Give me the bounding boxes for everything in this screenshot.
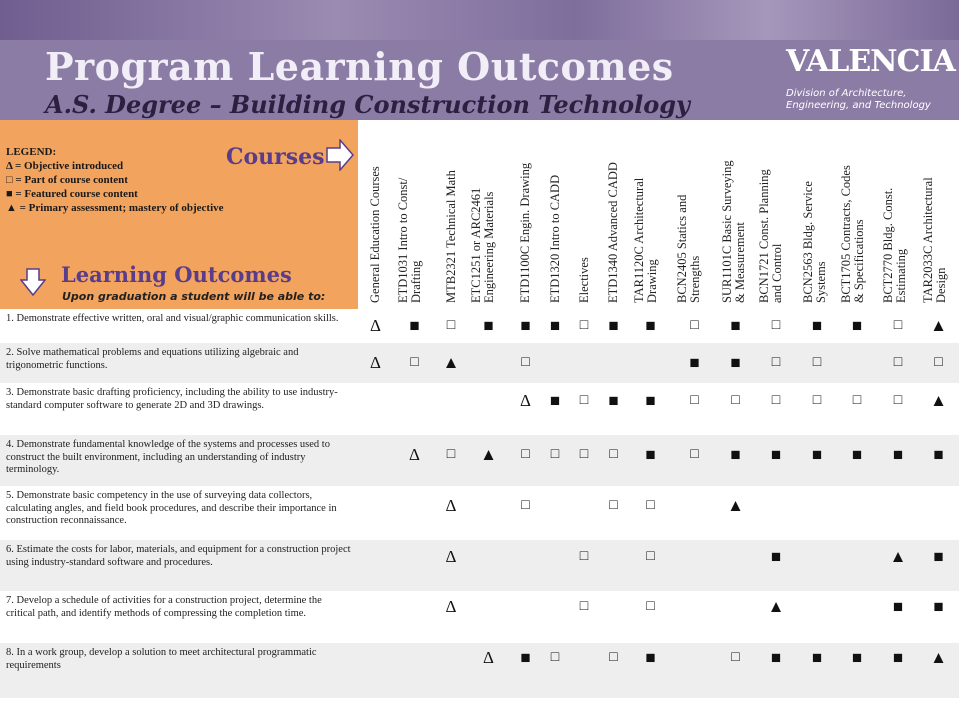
matrix-mark: □ [771, 318, 781, 333]
course-header [717, 120, 754, 309]
matrix-mark: ■ [520, 648, 531, 667]
course-name-line1: ETD1100C Engin. Drawing [518, 162, 532, 303]
matrix-mark: □ [521, 498, 530, 513]
matrix-mark: □ [646, 498, 655, 513]
matrix-mark: ■ [851, 316, 863, 335]
matrix-mark: Δ [445, 496, 457, 515]
outcome-text: 5. Demonstrate basic competency in the use of surveying data collectors, calculating angles, and field book procedures, and describe their importance in construction reconnaissance. [6, 490, 337, 526]
course-name-line1: BCN2563 Bldg. Service [801, 181, 815, 303]
matrix-mark: ■ [689, 353, 700, 372]
course-name-line1: ETD1320 Intro to CADD [547, 174, 562, 303]
matrix-mark: □ [934, 355, 943, 370]
course-header [358, 120, 393, 309]
matrix-mark: □ [609, 650, 618, 665]
learning-outcomes-subtitle: Upon graduation a student will be able to: [62, 290, 326, 303]
matrix-mark: □ [893, 355, 903, 370]
matrix-mark: ■ [730, 353, 741, 372]
course-header [540, 120, 570, 309]
course-header [918, 120, 959, 309]
arrow-down-icon [20, 268, 46, 296]
matrix-mark: ■ [645, 391, 656, 410]
matrix-mark: ■ [933, 445, 944, 464]
course-name-line2: Drafting [409, 260, 423, 303]
course-name-line2: Strengths [688, 255, 702, 303]
matrix-mark: ■ [645, 648, 656, 667]
course-header [836, 120, 878, 309]
legend-item-assessment: ▲ = Primary assessment; mastery of objective [6, 202, 224, 214]
matrix-mark: □ [690, 447, 699, 462]
matrix-mark: Δ [483, 648, 494, 667]
matrix-mark: □ [731, 650, 740, 665]
matrix-mark: ■ [730, 316, 741, 335]
matrix-mark: ■ [483, 316, 494, 335]
matrix-mark: ■ [811, 316, 823, 335]
matrix-mark: ■ [549, 391, 561, 410]
matrix-mark: Δ [409, 445, 420, 464]
outcome-row [0, 343, 959, 383]
matrix-mark: ■ [730, 445, 741, 464]
course-name-line1: General Education Courses [368, 166, 382, 303]
course-name-line1: ETD1340 Advanced CADD [606, 162, 620, 303]
matrix-mark: ■ [811, 648, 823, 667]
matrix-mark: Δ [445, 597, 457, 616]
course-header [672, 120, 717, 309]
matrix-mark: ■ [549, 316, 561, 335]
course-name-line2: and Control [770, 243, 784, 303]
courses-label: Courses [226, 144, 325, 170]
course-name-line1: Electives [576, 257, 591, 303]
course-name-line2: Engineering Materials [482, 191, 496, 303]
course-header [393, 120, 436, 309]
course-name-line2: Systems [814, 261, 828, 303]
matrix-mark: □ [646, 549, 655, 564]
matrix-mark: □ [579, 549, 589, 564]
course-name-line2: Drawing [645, 259, 659, 303]
course-name-line2: & Specifications [852, 219, 866, 303]
outcome-row [0, 383, 959, 435]
matrix-mark: □ [731, 393, 740, 408]
course-header [798, 120, 836, 309]
matrix-mark: ▲ [930, 316, 947, 335]
matrix-mark: □ [609, 447, 618, 462]
course-header [570, 120, 598, 309]
matrix-mark: □ [550, 650, 560, 665]
outcome-text: 7. Develop a schedule of activities for a construction project, determine the critical path, and identify methods of compressing the completion time. [6, 595, 322, 619]
matrix-mark: □ [646, 599, 655, 614]
outcome-row [0, 643, 959, 698]
matrix-mark: ■ [520, 316, 531, 335]
matrix-mark: □ [521, 447, 530, 462]
outcome-text: 2. Solve mathematical problems and equations utilizing algebraic and trigonometric functions. [6, 347, 299, 371]
course-name-line1: TAR2033C Architectural [921, 177, 935, 303]
matrix-mark: □ [812, 393, 822, 408]
outcome-row [0, 591, 959, 643]
course-header [466, 120, 511, 309]
course-header [878, 120, 918, 309]
outcome-text: 8. In a work group, develop a solution to meet architectural programmatic requirements [6, 647, 317, 671]
course-header [629, 120, 672, 309]
matrix-mark: ■ [770, 648, 782, 667]
course-header [754, 120, 798, 309]
page-title: Program Learning Outcomes [45, 44, 674, 89]
course-name-line1: SUR1101C Basic Surveying [720, 160, 734, 303]
matrix-mark: ▲ [930, 391, 947, 410]
course-name-line1: BCT2770 Bldg. Const. [881, 187, 895, 303]
division-line-1: Division of Architecture, [786, 88, 907, 99]
matrix-mark: Δ [370, 316, 381, 335]
outcome-text: 6. Estimate the costs for labor, materials, and equipment for a construction project using industry-standard software and procedures. [6, 544, 351, 568]
matrix-mark: □ [579, 318, 589, 333]
matrix-mark: Δ [370, 353, 381, 372]
matrix-mark: ▲ [889, 547, 907, 566]
matrix-mark: □ [609, 498, 618, 513]
course-header [511, 120, 540, 309]
outcome-text: 3. Demonstrate basic drafting proficiency, including the ability to use industry-standard computer software to generate 2D and 3D drawings. [6, 387, 338, 411]
matrix-mark: ■ [770, 547, 782, 566]
matrix-mark: ■ [645, 316, 656, 335]
course-name-line1: BCN2405 Statics and [675, 194, 689, 303]
matrix-mark: □ [579, 599, 589, 614]
outcome-text: 4. Demonstrate fundamental knowledge of the systems and processes used to construct the built environment, including an understanding of industry terminology. [6, 439, 330, 475]
matrix-mark: ■ [409, 316, 420, 335]
matrix-mark: □ [521, 355, 530, 370]
matrix-mark: ■ [933, 547, 944, 566]
matrix-mark: ■ [770, 445, 782, 464]
matrix-mark: ▲ [767, 597, 785, 616]
matrix-mark: ■ [608, 391, 619, 410]
matrix-mark: □ [893, 318, 903, 333]
matrix-mark: □ [550, 447, 560, 462]
matrix-mark: □ [446, 447, 456, 462]
learning-outcomes-label: Learning Outcomes [61, 262, 292, 287]
outcome-text: 1. Demonstrate effective written, oral and visual/graphic communication skills. [6, 313, 339, 324]
matrix-mark: ■ [851, 648, 863, 667]
matrix-mark: □ [771, 355, 781, 370]
matrix-mark: ▲ [727, 496, 744, 515]
outcome-row [0, 435, 959, 486]
valencia-logo: VALENCIA [786, 44, 955, 79]
banner-stripes [0, 0, 959, 40]
course-name-line1: BCN1721 Const. Planning [757, 169, 771, 303]
matrix-mark: □ [690, 393, 699, 408]
matrix-mark: ■ [892, 597, 904, 616]
matrix-mark: ▲ [930, 648, 947, 667]
matrix-mark: □ [446, 318, 456, 333]
legend-heading: LEGEND: [6, 146, 57, 158]
matrix-mark: □ [771, 393, 781, 408]
matrix-mark: □ [579, 447, 589, 462]
matrix-mark: ■ [645, 445, 656, 464]
matrix-mark: ■ [933, 597, 944, 616]
legend-item-part: □ = Part of course content [6, 174, 128, 186]
legend-item-featured: ■ = Featured course content [6, 188, 138, 200]
matrix-mark: ■ [892, 648, 904, 667]
course-name-line1: ETC1251 or ARC2461 [469, 187, 483, 303]
matrix-mark: □ [893, 393, 903, 408]
matrix-mark: □ [690, 318, 699, 333]
matrix-mark: ■ [608, 316, 619, 335]
matrix-mark: ▲ [442, 353, 460, 372]
course-name-line1: BCT1705 Contracts, Codes [839, 165, 853, 303]
matrix-mark: □ [812, 355, 822, 370]
course-name-line2: & Measurement [733, 222, 747, 303]
course-header [436, 120, 466, 309]
matrix-mark: □ [852, 393, 862, 408]
matrix-mark: ▲ [480, 445, 497, 464]
page-subtitle: A.S. Degree – Building Construction Technology [45, 90, 690, 119]
matrix-mark: Δ [445, 547, 457, 566]
outcome-row [0, 486, 959, 540]
matrix-mark: □ [579, 393, 589, 408]
course-name-line1: MTB2321 Technical Math [443, 170, 458, 303]
course-name-line1: ETD1031 Intro to Const/ [396, 177, 410, 303]
division-text [786, 88, 956, 112]
outcome-row [0, 309, 959, 343]
legend [6, 145, 224, 215]
matrix-mark: ■ [811, 445, 823, 464]
matrix-mark: □ [410, 355, 419, 370]
arrow-right-icon [326, 139, 354, 171]
legend-item-introduced: Δ = Objective introduced [6, 160, 124, 172]
course-name-line2: Design [934, 267, 948, 303]
course-header [598, 120, 629, 309]
matrix-mark: Δ [520, 391, 531, 410]
matrix-mark: ■ [892, 445, 904, 464]
course-name-line2: Estimating [894, 248, 908, 303]
outcome-row [0, 540, 959, 591]
division-line-2: Engineering, and Technology [786, 100, 931, 111]
course-name-line1: TAR1120C Architectural [632, 177, 646, 303]
matrix-mark: ■ [851, 445, 863, 464]
